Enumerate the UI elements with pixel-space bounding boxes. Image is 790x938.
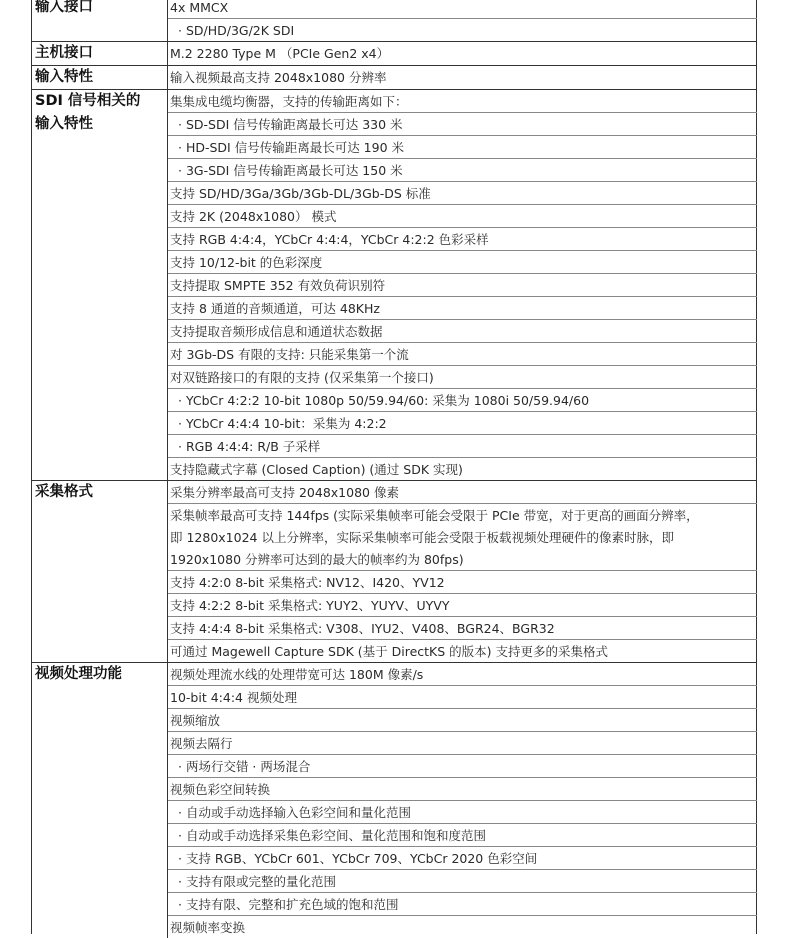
section-rows: [168, 66, 757, 89]
spec-row: [168, 571, 757, 594]
spec-text: 采集分辨率最高可支持 2048x1080 像素: [170, 485, 399, 500]
spec-text: 视频缩放: [170, 713, 221, 728]
spec-row: [168, 663, 757, 686]
spec-text: · 支持 RGB、YCbCr 601、YCbCr 709、YCbCr 2020 色彩空间: [178, 851, 538, 866]
section-label-line: 主机接口: [35, 45, 93, 61]
spec-row: [168, 640, 757, 662]
spec-section: [31, 65, 757, 89]
spec-section: [31, 662, 757, 938]
spec-subitem-row: [168, 113, 757, 136]
spec-row: [168, 205, 757, 228]
section-rows: [168, 481, 757, 662]
spec-text: · SD/HD/3G/2K SDI: [178, 23, 295, 38]
spec-text: · HD-SDI 信号传输距离最长可达 190 米: [178, 140, 405, 155]
spec-text: 对 3Gb-DS 有限的支持: 只能采集第一个流: [170, 347, 409, 362]
spec-row: [168, 320, 757, 343]
section-rows: [168, 90, 757, 480]
spec-text: 支持 8 通道的音频通道，可达 48KHz: [170, 301, 380, 316]
spec-text: · 3G-SDI 信号传输距离最长可达 150 米: [178, 163, 403, 178]
spec-text: 4x MMCX: [170, 0, 229, 15]
spec-row: [168, 732, 757, 755]
spec-subitem-row: [168, 755, 757, 778]
spec-text: · 支持有限或完整的量化范围: [178, 874, 336, 889]
spec-text: · RGB 4:4:4: R/B 子采样: [178, 439, 321, 454]
spec-row: [168, 916, 757, 938]
section-label: [31, 663, 168, 938]
section-label-line: 视频处理功能: [35, 666, 122, 682]
section-label: [31, 0, 168, 41]
spec-row: [168, 366, 757, 389]
spec-subitem-row: [168, 824, 757, 847]
spec-text: · 自动或手动选择采集色彩空间、量化范围和饱和度范围: [178, 828, 486, 843]
spec-subitem-row: [168, 412, 757, 435]
spec-text: 支持 4:4:4 8-bit 采集格式: V308、IYU2、V408、BGR24、BGR32: [170, 621, 555, 636]
spec-text: 1920x1080 分辨率可达到的最大的帧率约为 80fps): [170, 552, 464, 567]
spec-row: [168, 594, 757, 617]
spec-text: · YCbCr 4:4:4 10-bit：采集为 4:2:2: [178, 416, 387, 431]
spec-text: 视频处理流水线的处理带宽可达 180M 像素/s: [170, 667, 424, 682]
section-label: [31, 90, 168, 480]
spec-row: [168, 297, 757, 320]
spec-row: [168, 66, 757, 88]
spec-subitem-row: [168, 847, 757, 870]
spec-subitem-row: [168, 870, 757, 893]
spec-row: [168, 617, 757, 640]
spec-text: 支持 4:2:0 8-bit 采集格式: NV12、I420、YV12: [170, 575, 445, 590]
spec-text: 输入视频最高支持 2048x1080 分辨率: [170, 70, 387, 85]
spec-section: [31, 480, 757, 662]
section-label-line: SDI 信号相关的: [35, 93, 141, 109]
spec-text: · 支持有限、完整和扩充色域的饱和范围: [178, 897, 399, 912]
spec-text: 支持提取 SMPTE 352 有效负荷识别符: [170, 278, 386, 293]
spec-subitem-row: [168, 136, 757, 159]
spec-row: [168, 504, 757, 571]
spec-text: 集集成电缆均衡器，支持的传输距离如下：: [170, 94, 408, 109]
section-label: [31, 42, 168, 65]
spec-text: · 自动或手动选择输入色彩空间和量化范围: [178, 805, 411, 820]
spec-row: [168, 481, 757, 504]
spec-text: 即 1280x1024 以上分辨率，实际采集帧率可能会受限于板载视频处理硬件的像素时脉，即: [170, 530, 674, 545]
spec-row: [168, 90, 757, 113]
spec-subitem-row: [168, 801, 757, 824]
spec-section: [31, 41, 757, 65]
spec-text: 支持 2K (2048x1080） 模式: [170, 209, 337, 224]
spec-text: 视频去隔行: [170, 736, 233, 751]
spec-row: [168, 0, 757, 19]
spec-section: [31, 89, 757, 480]
spec-subitem-row: [168, 389, 757, 412]
section-rows: [168, 0, 757, 41]
spec-text: 10-bit 4:4:4 视频处理: [170, 690, 297, 705]
spec-subitem-row: [168, 893, 757, 916]
spec-text: 对双链路接口的有限的支持 (仅采集第一个接口): [170, 370, 434, 385]
spec-row: [168, 709, 757, 732]
spec-text: M.2 2280 Type M （PCIe Gen2 x4）: [170, 46, 390, 61]
section-label-line: 输入特性: [35, 116, 93, 132]
spec-text: · SD-SDI 信号传输距离最长可达 330 米: [178, 117, 403, 132]
spec-subitem-row: [168, 159, 757, 182]
section-label: [31, 66, 168, 89]
spec-table: [31, 0, 757, 938]
spec-subitem-row: [168, 19, 757, 41]
section-label-line: 采集格式: [35, 484, 93, 500]
spec-row: [168, 686, 757, 709]
section-label-line: 输入接口: [35, 0, 93, 15]
spec-text: · 两场行交错 · 两场混合: [178, 759, 311, 774]
spec-subitem-row: [168, 435, 757, 458]
spec-text: 支持 10/12-bit 的色彩深度: [170, 255, 323, 270]
spec-text: 支持 4:2:2 8-bit 采集格式: YUY2、YUYV、UYVY: [170, 598, 450, 613]
spec-text: 可通过 Magewell Capture SDK (基于 DirectKS 的版本) 支持更多的采集格式: [170, 644, 609, 659]
section-label-line: 输入特性: [35, 69, 93, 85]
spec-text: 支持 SD/HD/3Ga/3Gb/3Gb-DL/3Gb-DS 标准: [170, 186, 431, 201]
section-rows: [168, 663, 757, 938]
spec-row: [168, 274, 757, 297]
section-label: [31, 481, 168, 662]
spec-text: 视频色彩空间转换: [170, 782, 271, 797]
spec-row: [168, 343, 757, 366]
spec-row: [168, 228, 757, 251]
spec-text: 视频帧率变换: [170, 920, 246, 935]
spec-text: 支持隐藏式字幕 (Closed Caption) (通过 SDK 实现): [170, 462, 463, 477]
spec-row: [168, 182, 757, 205]
section-rows: [168, 42, 757, 65]
spec-row: [168, 778, 757, 801]
spec-row: [168, 458, 757, 480]
spec-row: [168, 251, 757, 274]
spec-text: 采集帧率最高可支持 144fps (实际采集帧率可能会受限于 PCIe 带宽，对于更高的画面分辨率，: [170, 508, 699, 523]
spec-text: 支持提取音频形成信息和通道状态数据: [170, 324, 383, 339]
spec-text: 支持 RGB 4:4:4，YCbCr 4:4:4，YCbCr 4:2:2 色彩采样: [170, 232, 489, 247]
spec-row: [168, 42, 757, 64]
spec-section: [31, 0, 757, 41]
spec-text: · YCbCr 4:2:2 10-bit 1080p 50/59.94/60: 采集为 1080i 50/59.94/60: [178, 393, 590, 408]
